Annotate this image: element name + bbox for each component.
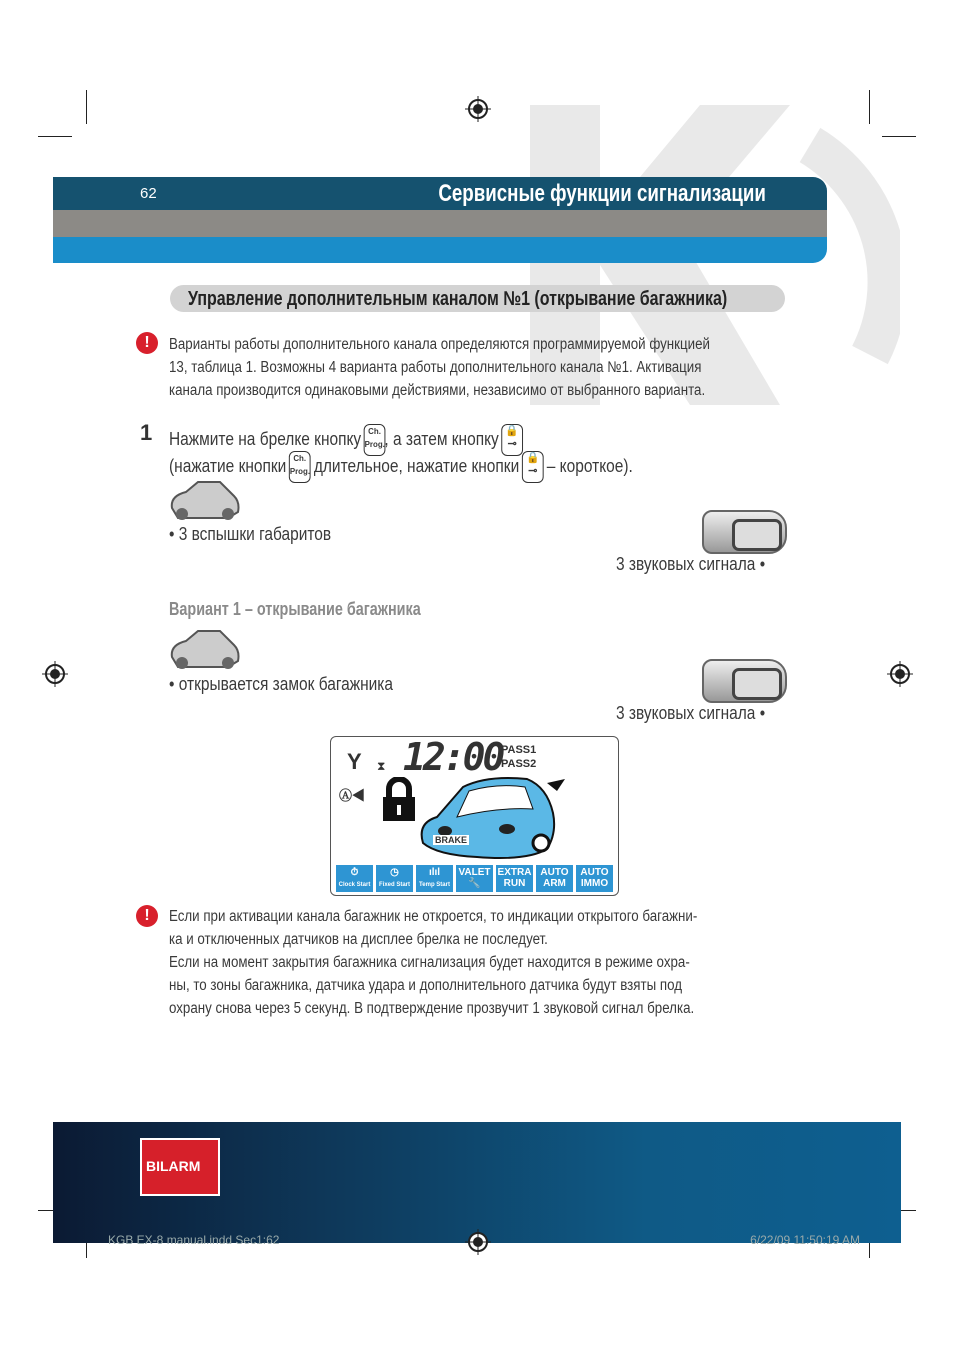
- lcd-pass2: PASS2: [501, 758, 537, 770]
- registration-mark-icon: [887, 661, 913, 687]
- lcd-segment-extra-run: EXTRA RUN: [496, 865, 533, 892]
- page-number: 62: [140, 185, 157, 202]
- step-text: , а затем кнопку: [384, 428, 499, 449]
- step-text: длительное, нажатие кнопки: [313, 455, 520, 476]
- lcd-display: [330, 736, 619, 896]
- intro-line: 13, таблица 1. Возможны 4 варианта работы дополнительного канала №1. Активация: [169, 359, 702, 376]
- hourglass-icon: ⧗: [377, 759, 386, 773]
- lcd-segment-temp-start: ılıl Temp Start: [416, 865, 453, 892]
- fob-result-text: 3 звуковых сигнала •: [616, 703, 766, 723]
- key-fob-icon: [702, 659, 787, 703]
- ch-prog-button-icon: Ch. Prog.: [364, 424, 386, 456]
- slug-file-info: KGB EX-8 manual.indd Sec1:62: [108, 1233, 280, 1247]
- header-gray-band: [53, 210, 827, 237]
- note-line: охрану снова через 5 секунд. В подтверждение прозвучит 1 звуковой сигнал брелка.: [169, 1000, 695, 1017]
- car-icon: [168, 627, 240, 671]
- antenna-icon: Y: [347, 749, 362, 774]
- exclamation-icon: !: [136, 332, 158, 354]
- lcd-segment-auto-immo: AUTO IMMO: [576, 865, 613, 892]
- page-title: Сервисные функции сигнализации: [438, 180, 766, 207]
- variant-title: Вариант 1 – открывание багажника: [169, 599, 421, 619]
- lcd-segment-fixed-start: ◷ Fixed Start: [376, 865, 413, 892]
- section-title: Управление дополнительным каналом №1 (открывание багажника): [188, 288, 728, 310]
- note-line: ны, то зоны багажника, датчика удара и дополнительного датчика будут взяты под: [169, 977, 683, 994]
- lcd-pass1: PASS1: [501, 744, 537, 756]
- trunk-lock-button-icon: 🔒 ⊸: [502, 424, 524, 456]
- slug-date: 6/22/09 11:50:19 AM: [750, 1233, 860, 1247]
- step-text: – короткое).: [546, 455, 633, 476]
- car-icon: [417, 773, 567, 861]
- lcd-time: 12:00: [403, 735, 503, 779]
- step-text: (нажатие кнопки: [169, 455, 287, 476]
- step-text: Нажмите на брелке кнопку: [169, 428, 362, 449]
- registration-mark-icon: [465, 96, 491, 122]
- fob-result-text: 3 звуковых сигнала •: [616, 554, 766, 574]
- bilarm-logo: BILARM: [140, 1138, 220, 1196]
- intro-line: канала производится одинаковыми действиями, независимо от выбранного варианта.: [169, 382, 706, 399]
- key-fob-icon: [702, 510, 787, 554]
- crop-mark: [86, 90, 87, 124]
- crop-mark: [38, 136, 72, 137]
- lcd-segment-auto-arm: AUTO ARM: [536, 865, 573, 892]
- ch-prog-button-icon: Ch. Prog.: [289, 451, 311, 483]
- note-line: ка и отключенных датчиков на дисплее брелка не последует.: [169, 931, 548, 948]
- siren-icon: Ⓐ◀: [339, 788, 366, 803]
- exclamation-icon: !: [136, 905, 158, 927]
- lcd-segment-clock-start: ⏱ Clock Start: [336, 865, 373, 892]
- lcd-segment-valet: VALET 🔧: [456, 865, 493, 892]
- car-result-text: • открывается замок багажника: [169, 674, 394, 694]
- note-line: Если при активации канала багажник не откроется, то индикации открытого багажни-: [169, 908, 698, 925]
- note-line: Если на момент закрытия багажника сигнализация будет находится в режиме охра-: [169, 954, 690, 971]
- header-blue-band: [53, 237, 827, 263]
- brake-indicator: BRAKE: [435, 835, 468, 845]
- registration-mark-icon: [465, 1229, 491, 1255]
- trunk-lock-button-icon: 🔒 ⊸: [522, 451, 544, 483]
- step-number: 1: [140, 420, 153, 445]
- car-icon: [168, 478, 240, 522]
- car-result-text: • 3 вспышки габаритов: [169, 524, 332, 544]
- lock-icon: [381, 777, 417, 821]
- registration-mark-icon: [42, 661, 68, 687]
- intro-line: Варианты работы дополнительного канала определяются программируемой функцией: [169, 336, 710, 353]
